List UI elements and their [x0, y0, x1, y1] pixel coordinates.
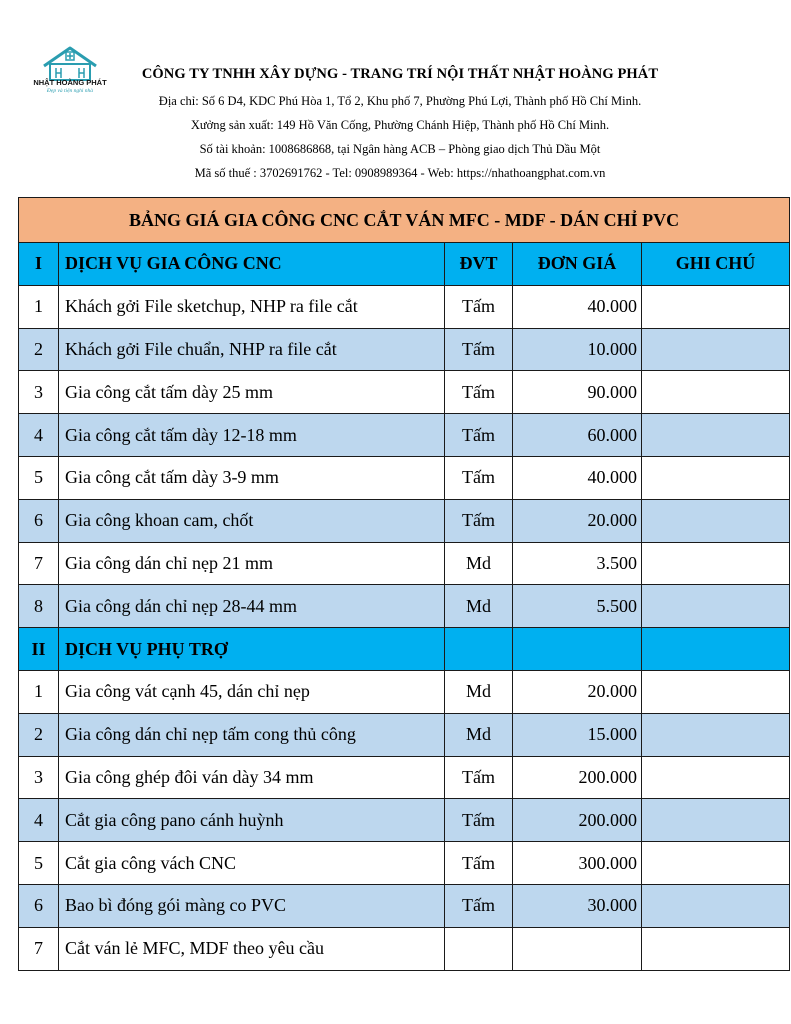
table-row	[19, 328, 790, 371]
unit-cell: Tấm	[445, 328, 513, 371]
logo-brand-name: NHẬT HOÀNG PHÁT	[33, 78, 107, 87]
table-row	[19, 842, 790, 885]
price-cell: 200.000	[513, 756, 642, 799]
service-name: Gia công cắt tấm dày 12-18 mm	[59, 414, 445, 457]
table-row	[19, 456, 790, 499]
service-name: Gia công dán chỉ nẹp 28-44 mm	[59, 585, 445, 628]
table-row	[19, 285, 790, 328]
document-header	[0, 0, 791, 195]
column-header-price: ĐƠN GIÁ	[513, 243, 642, 286]
price-cell: 5.500	[513, 585, 642, 628]
company-address: Địa chỉ: Số 6 D4, KDC Phú Hòa 1, Tổ 2, Khu phố 7, Phường Phú Lợi, Thành phố Hồ Chí Minh.	[158, 94, 642, 108]
price-cell: 200.000	[513, 799, 642, 842]
row-number: 2	[19, 713, 59, 756]
price-cell: 3.500	[513, 542, 642, 585]
section-header-row	[19, 628, 790, 671]
note-cell	[642, 456, 790, 499]
note-cell	[642, 585, 790, 628]
empty-cell	[642, 628, 790, 671]
price-cell: 90.000	[513, 371, 642, 414]
unit-cell: Tấm	[445, 371, 513, 414]
unit-cell: Md	[445, 542, 513, 585]
row-number: 7	[19, 542, 59, 585]
row-number: 4	[19, 414, 59, 457]
note-cell	[642, 499, 790, 542]
table-row	[19, 499, 790, 542]
section-number: I	[19, 243, 59, 286]
price-cell: 40.000	[513, 285, 642, 328]
row-number: 1	[19, 670, 59, 713]
row-number: 6	[19, 884, 59, 927]
price-cell: 10.000	[513, 328, 642, 371]
table-row	[19, 884, 790, 927]
table-row	[19, 670, 790, 713]
row-number: 6	[19, 499, 59, 542]
row-number: 8	[19, 585, 59, 628]
unit-cell: Tấm	[445, 884, 513, 927]
row-number: 2	[19, 328, 59, 371]
service-name: Gia công khoan cam, chốt	[59, 499, 445, 542]
service-name: Gia công dán chỉ nẹp 21 mm	[59, 542, 445, 585]
unit-cell: Tấm	[445, 842, 513, 885]
table-row	[19, 585, 790, 628]
service-name: Gia công cắt tấm dày 3-9 mm	[59, 456, 445, 499]
row-number: 3	[19, 756, 59, 799]
unit-cell: Tấm	[445, 456, 513, 499]
logo-slogan: Đẹp và tiện nghi nhà	[46, 88, 94, 94]
price-cell: 15.000	[513, 713, 642, 756]
note-cell	[642, 285, 790, 328]
section-title: DỊCH VỤ GIA CÔNG CNC	[59, 243, 445, 286]
price-cell	[513, 927, 642, 970]
company-name: CÔNG TY TNHH XÂY DỰNG - TRANG TRÍ NỘI THẤT NHẬT HOÀNG PHÁT	[141, 66, 659, 82]
service-name: Gia công cắt tấm dày 25 mm	[59, 371, 445, 414]
note-cell	[642, 371, 790, 414]
unit-cell: Md	[445, 713, 513, 756]
section-title: DỊCH VỤ PHỤ TRỢ	[59, 628, 445, 671]
table-row	[19, 414, 790, 457]
note-cell	[642, 542, 790, 585]
note-cell	[642, 799, 790, 842]
unit-cell: Tấm	[445, 799, 513, 842]
row-number: 3	[19, 371, 59, 414]
table-row	[19, 371, 790, 414]
workshop-address: Xưởng sản xuất: 149 Hồ Văn Cống, Phường Chánh Hiệp, Thành phố Hồ Chí Minh.	[190, 118, 610, 132]
note-cell	[642, 842, 790, 885]
table-row	[19, 542, 790, 585]
price-cell: 20.000	[513, 670, 642, 713]
note-cell	[642, 670, 790, 713]
section-number: II	[19, 628, 59, 671]
service-name: Cắt gia công pano cánh huỳnh	[59, 799, 445, 842]
unit-cell	[445, 927, 513, 970]
note-cell	[642, 756, 790, 799]
note-cell	[642, 884, 790, 927]
price-cell: 30.000	[513, 884, 642, 927]
service-name: Bao bì đóng gói màng co PVC	[59, 884, 445, 927]
section-header-row	[19, 243, 790, 286]
column-header-unit: ĐVT	[445, 243, 513, 286]
row-number: 5	[19, 842, 59, 885]
service-name: Gia công ghép đôi ván dày 34 mm	[59, 756, 445, 799]
unit-cell: Md	[445, 585, 513, 628]
company-logo	[28, 44, 112, 128]
service-name: Gia công vát cạnh 45, dán chỉ nẹp	[59, 670, 445, 713]
bank-account: Số tài khoản: 1008686868, tại Ngân hàng ACB – Phòng giao dịch Thủ Dầu Một	[199, 142, 601, 156]
price-cell: 300.000	[513, 842, 642, 885]
table-row	[19, 927, 790, 970]
empty-cell	[513, 628, 642, 671]
price-cell: 40.000	[513, 456, 642, 499]
note-cell	[642, 713, 790, 756]
service-name: Khách gởi File sketchup, NHP ra file cắt	[59, 285, 445, 328]
service-name: Khách gởi File chuẩn, NHP ra file cắt	[59, 328, 445, 371]
note-cell	[642, 328, 790, 371]
unit-cell: Tấm	[445, 285, 513, 328]
unit-cell: Tấm	[445, 499, 513, 542]
unit-cell: Tấm	[445, 414, 513, 457]
unit-cell: Tấm	[445, 756, 513, 799]
service-name: Gia công dán chỉ nẹp tấm cong thủ công	[59, 713, 445, 756]
price-cell: 60.000	[513, 414, 642, 457]
note-cell	[642, 414, 790, 457]
column-header-note: GHI CHÚ	[642, 243, 790, 286]
table-title-row	[19, 198, 790, 243]
service-name: Cắt ván lẻ MFC, MDF theo yêu cầu	[59, 927, 445, 970]
table-row	[19, 799, 790, 842]
row-number: 7	[19, 927, 59, 970]
row-number: 4	[19, 799, 59, 842]
price-table	[18, 197, 790, 971]
table-row	[19, 713, 790, 756]
row-number: 1	[19, 285, 59, 328]
tax-contact-info: Mã số thuế : 3702691762 - Tel: 0908989364 - Web: https://nhathoangphat.com.vn	[194, 166, 606, 180]
table-row	[19, 756, 790, 799]
unit-cell: Md	[445, 670, 513, 713]
empty-cell	[445, 628, 513, 671]
row-number: 5	[19, 456, 59, 499]
service-name: Cắt gia công vách CNC	[59, 842, 445, 885]
table-title: BẢNG GIÁ GIA CÔNG CNC CẮT VÁN MFC - MDF - DÁN CHỈ PVC	[19, 198, 790, 243]
note-cell	[642, 927, 790, 970]
price-cell: 20.000	[513, 499, 642, 542]
